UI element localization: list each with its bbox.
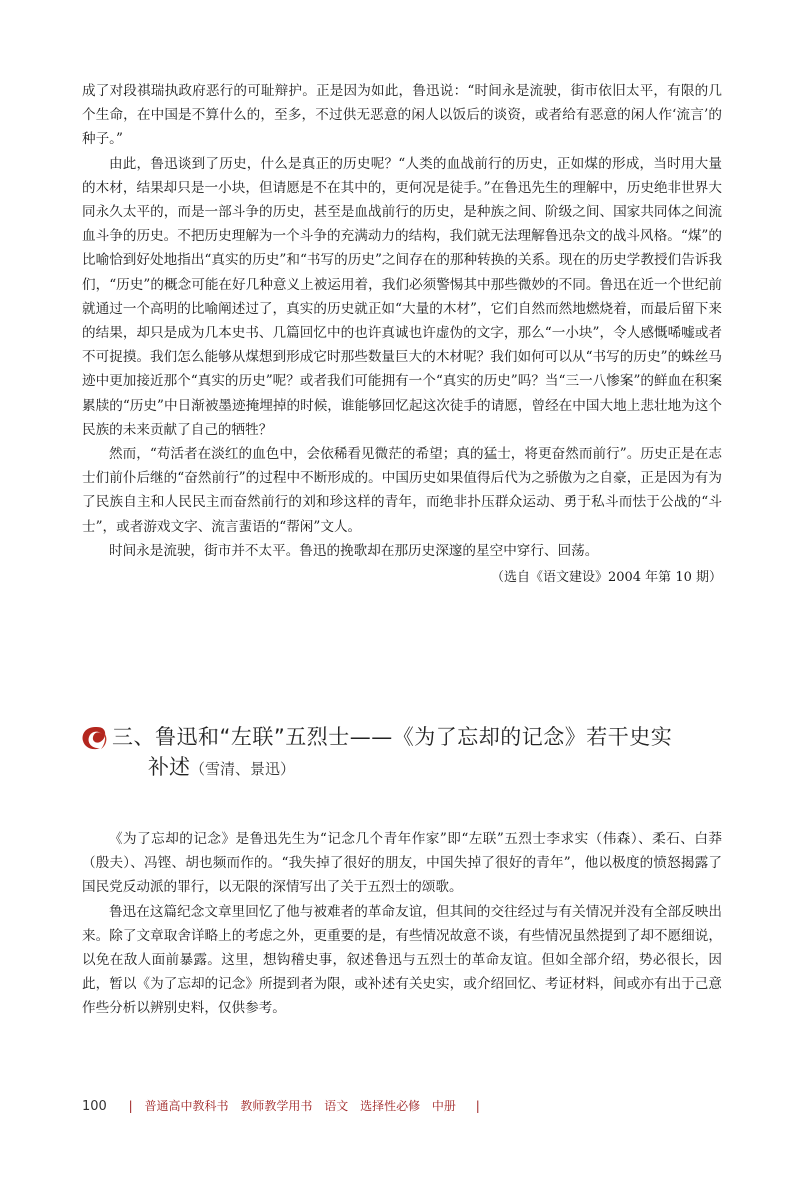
paragraph-continuation: 成了对段祺瑞执政府恶行的可耻辩护。正是因为如此，鲁迅说：“时间永是流驶，街市依旧太平，有限的几个生命，在中国是不算什么的，至多，不过供无恶意的闲人以饭后的谈资，或者给有恶意的闲人作‘流言’的种子。” xyxy=(82,83,722,148)
section-title-continued: 补述 xyxy=(148,755,190,779)
section-authors: （雪清、景迅） xyxy=(190,760,296,778)
bottom-article-body xyxy=(82,827,722,1021)
footer-item-textbook: 普通高中教科书 xyxy=(144,1099,229,1113)
footer-separator-end: | xyxy=(475,1099,480,1113)
source-citation: （选自《语文建设》2004 年第 10 期） xyxy=(490,570,722,586)
section-subtitle-line xyxy=(148,751,295,781)
page-number: 100 xyxy=(82,1099,107,1114)
footer-item-teacher-book: 教师教学用书 xyxy=(240,1099,313,1113)
paragraph-closing: 时间永是流驶，街市并不太平。鲁迅的挽歌却在那历史深邃的星空中穿行、回荡。 xyxy=(109,542,599,559)
footer-separator: | xyxy=(128,1099,133,1113)
footer-item-volume: 中册 xyxy=(431,1099,456,1113)
top-article-body xyxy=(82,79,722,590)
paragraph-friendship: 鲁迅在这篇纪念文章里回忆了他与被难者的革命友谊，但其间的交往经过与有关情况并没有全部反映出来。除了文章取舍详略上的考虑之外，更重要的是，有些情况故意不谈，有些情况虽然提到了却不愿细说，以免在敌人面前暴露。这里，想钩稽史事，叙述鲁迅与五烈士的革命友谊。但如全部介绍，势必很长，因此，暂以《为了忘却的记念》所提到者为限，或补述有关史实，或介绍回忆、考证材料，间或亦有出于己意作些分析以辨别史料，仅供参考。 xyxy=(82,903,722,1017)
swirl-section-icon xyxy=(80,725,110,753)
footer-item-subject: 语文 xyxy=(324,1099,349,1113)
section-title: 三、鲁迅和“左联”五烈士——《为了忘却的记念》若干史实 xyxy=(112,725,673,749)
paragraph-intro: 《为了忘却的记念》是鲁迅先生为“记念几个青年作家”即“左联”五烈士李求实（伟森）、柔石、白莽（殷夫）、冯铿、胡也频而作的。“我失掉了很好的朋友，中国失掉了很好的青年”，他以极度的愤怒揭露了国民党反动派的罪行，以无限的深情写出了关于五烈士的颂歌。 xyxy=(82,831,722,896)
page-footer xyxy=(82,1097,488,1114)
footer-item-elective: 选择性必修 xyxy=(360,1099,421,1113)
paragraph-warriors: 然而，“苟活者在淡红的血色中，会依稀看见微茫的希望；真的猛士，将更奋然而前行”。历史正是在志士们前仆后继的“奋然前行”的过程中不断形成的。中国历史如果值得后代为之骄傲为之自豪，正是因为有为了民族自主和人民民主而奋然前行的刘和珍这样的青年，而绝非扑压群众运动、勇于私斗而怯于公战的“斗士”，或者游戏文字、流言蜚语的“帮闲”文人。 xyxy=(82,446,722,535)
paragraph-history: 由此，鲁迅谈到了历史，什么是真正的历史呢？“人类的血战前行的历史，正如煤的形成，当时用大量的木材，结果却只是一小块，但请愿是不在其中的，更何况是徒手。”在鲁迅先生的理解中，历史绝非世界大同永久太平的，而是一部斗争的历史，甚至是血战前行的历史，是种族之间、阶级之间、国家共同体之间流血斗争的历史。不把历史理解为一个斗争的充满动力的结构，我们就无法理解鲁迅杂文的战斗风格。“煤”的比喻恰到好处地指出“真实的历史”和“书写的历史”之间存在的那种转换的关系。现在的历史学教授们告诉我们，“历史”的概念可能在好几种意义上被运用着，我们必须警惕其中那些微妙的不同。鲁迅在近一个世纪前就通过一个高明的比喻阐述过了，真实的历史就正如“大量的木材”，它们自然而然地燃烧着，而最后留下来的结果，却只是成为几本史书、几篇回忆中的也许真诚也许虚伪的文字，那么“一小块”，令人感慨唏嘘或者不可捉摸。我们怎么能够从煤想到形成它时那些数量巨大的木材呢？我们如何可以从“书写的历史”的蛛丝马迹中更加接近那个“真实的历史”呢？或者我们可能拥有一个“真实的历史”吗？当“三一八惨案”的鲜血在积案累牍的“历史”中日渐被墨迹掩埋掉的时候，谁能够回忆起这次徒手的请愿，曾经在中国大地上悲壮地为这个民族的未来贡献了自己的牺牲？ xyxy=(82,155,722,438)
